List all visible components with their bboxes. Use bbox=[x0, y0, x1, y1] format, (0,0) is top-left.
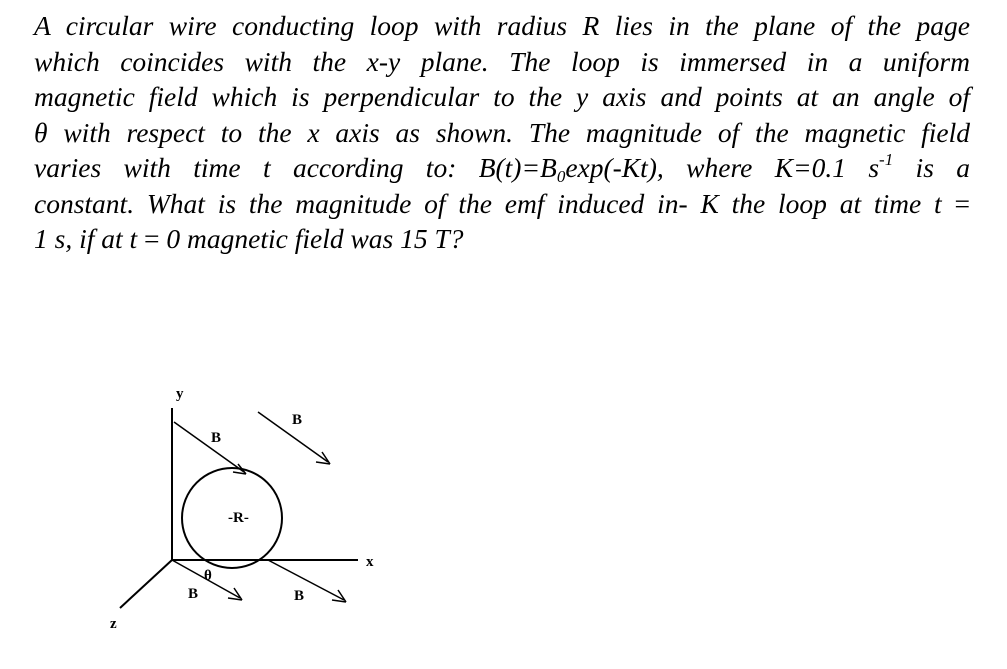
problem-line-6-equals: = bbox=[954, 187, 970, 219]
z-axis-label: z bbox=[110, 616, 117, 632]
field-arrow-top-left-line bbox=[174, 422, 244, 472]
field-label-bottom-right: B bbox=[294, 588, 305, 604]
problem-line-5 bbox=[34, 150, 970, 186]
problem-line-2: which coincides with the x-y plane. The loop is immersed in a uniform bbox=[34, 45, 970, 77]
problem-line-6-a: constant. What is the magnitude of the emf induced in- K the loop at time t bbox=[34, 187, 955, 219]
problem-line-3: magnetic field which is perpendicular to the y axis and points at an angle of bbox=[34, 81, 970, 112]
problem-line-5-a: varies with time t according to: B(t)=B bbox=[34, 152, 557, 183]
problem-line-7 bbox=[34, 221, 970, 257]
problem-line-7-a: 1 s, if at t bbox=[34, 223, 145, 254]
problem-line-4: θ with respect to the x axis as shown. The magnitude of the magnetic field bbox=[34, 116, 970, 148]
y-axis-label: y bbox=[176, 386, 184, 402]
loop-diagram-svg bbox=[100, 380, 400, 640]
loop-diagram bbox=[100, 380, 400, 640]
problem-line-7-equals: = bbox=[144, 223, 160, 254]
problem-line-1: A circular wire conducting loop with radius R lies in the plane of the page bbox=[34, 10, 970, 41]
radius-label: -R- bbox=[228, 510, 249, 526]
x-axis-label: x bbox=[366, 554, 374, 570]
field-label-top-right: B bbox=[292, 412, 303, 428]
z-axis-line bbox=[120, 560, 172, 608]
problem-line-5-superscript: -1 bbox=[879, 150, 894, 169]
problem-statement bbox=[34, 8, 970, 257]
field-label-top-left: B bbox=[211, 430, 222, 446]
field-label-bottom-left: B bbox=[188, 586, 199, 602]
field-arrow-bottom-left-head bbox=[228, 588, 242, 600]
problem-line-7-c: 0 magnetic field was 15 T? bbox=[159, 223, 464, 254]
angle-label: θ bbox=[204, 568, 212, 584]
problem-line-5-b: exp(-Kt), where K=0.1 s bbox=[565, 152, 880, 183]
problem-line-6 bbox=[34, 186, 970, 222]
field-arrow-bottom-right-head bbox=[332, 590, 346, 602]
problem-line-5-c: is a bbox=[893, 152, 970, 183]
field-arrow-bottom-right-line bbox=[268, 560, 344, 600]
problem-line-5-subscript: 0 bbox=[556, 167, 566, 186]
